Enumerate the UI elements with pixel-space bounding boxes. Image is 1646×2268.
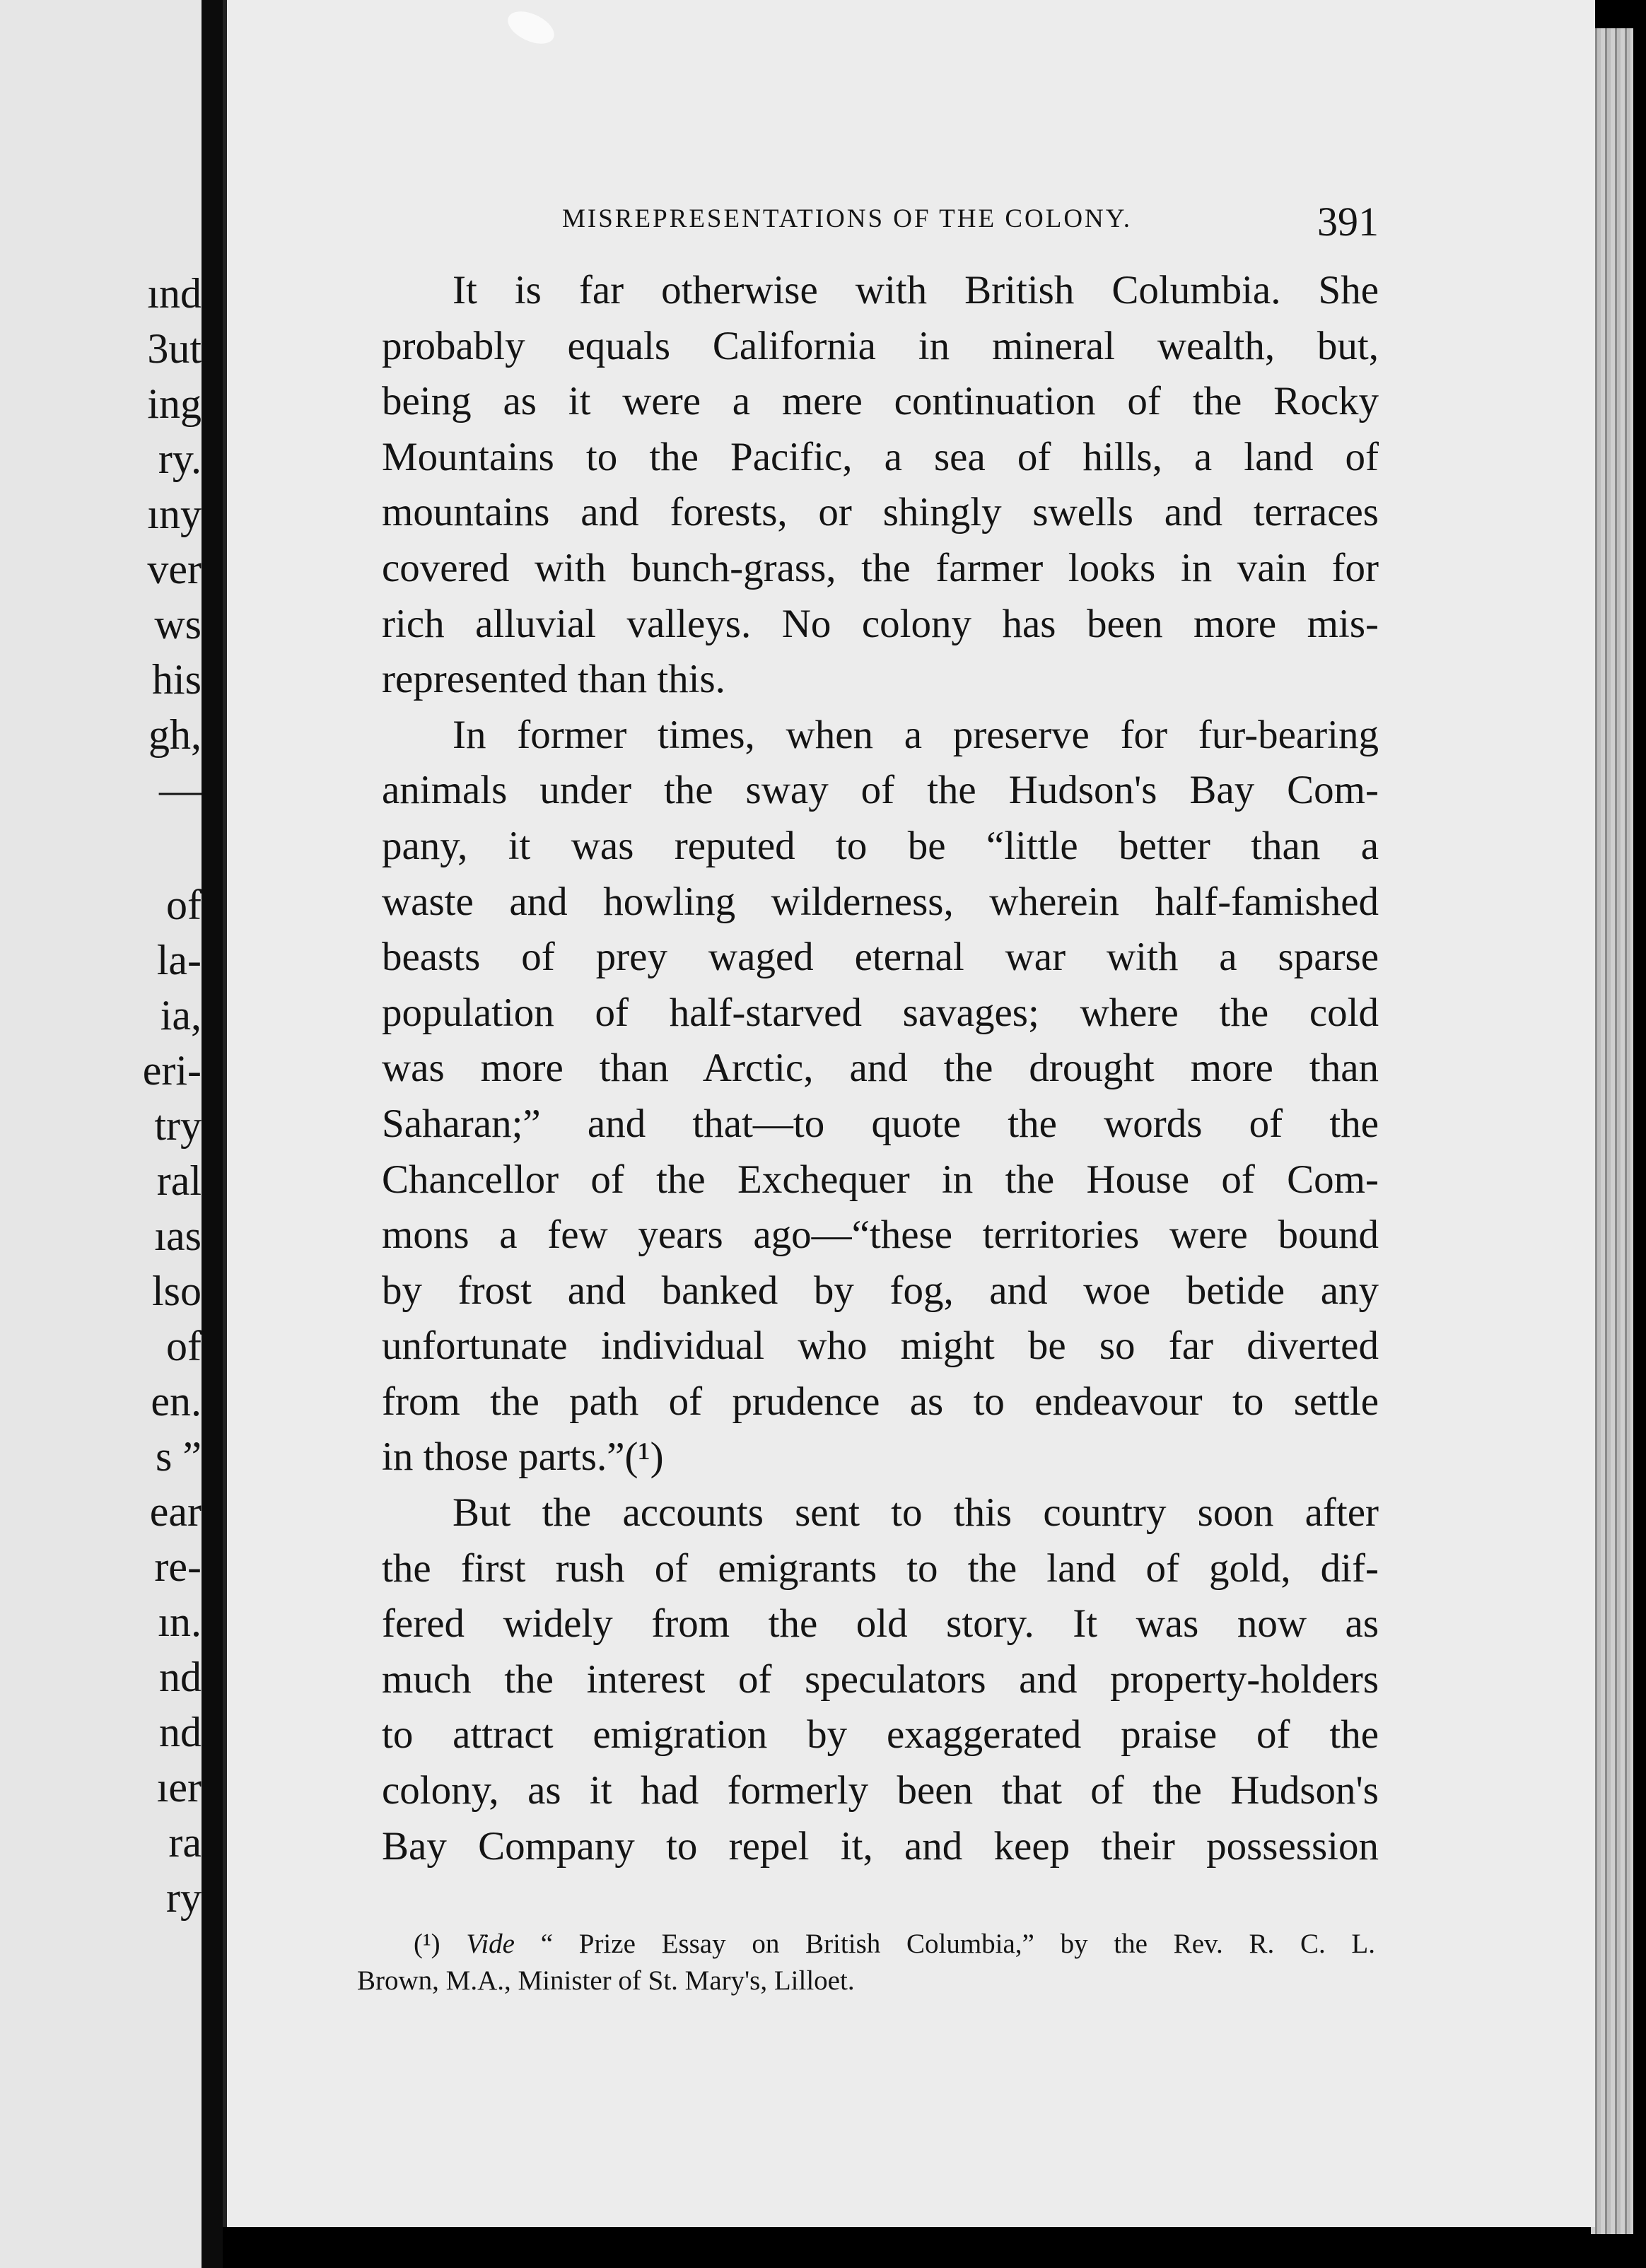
left-page-line: ınd	[147, 270, 202, 317]
left-page-line: ia,	[160, 992, 202, 1039]
text-line: beasts of prey waged eternal war with a sparse	[382, 935, 1379, 980]
left-page-line: la-	[156, 937, 202, 983]
text-line: waste and howling wilderness, wherein half-famished	[382, 879, 1379, 924]
left-page-line: 3ut	[147, 325, 202, 372]
text-line: Saharan;” and that—to quote the words of the	[382, 1101, 1379, 1146]
text-line: being as it were a mere continuation of the Rocky	[382, 379, 1379, 424]
left-page-line: ra	[168, 1819, 202, 1866]
left-page-line: ıny	[147, 491, 202, 537]
text-line: covered with bunch-grass, the farmer looks in vain for	[382, 545, 1379, 590]
text-line: by frost and banked by fog, and woe betide any	[382, 1268, 1379, 1313]
left-page-line: ry.	[158, 436, 202, 482]
text-line: But the accounts sent to this country soon after	[453, 1490, 1379, 1536]
page-number: 391	[1317, 199, 1379, 245]
text-line: Bay Company to repel it, and keep their possession	[382, 1823, 1379, 1869]
footnote-citation: “ Prize Essay on British Columbia,” by the Rev. R. C. L.	[540, 1929, 1376, 1959]
left-page-line: s ”	[156, 1433, 202, 1480]
left-page-line: of	[166, 882, 202, 928]
previous-page-sliver	[0, 0, 202, 2268]
text-line: mons a few years ago—“these territories were bound	[382, 1212, 1379, 1258]
text-line: animals under the sway of the Hudson's Bay Com-	[382, 768, 1379, 813]
text-line: mountains and forests, or shingly swells and terraces	[382, 490, 1379, 535]
text-line: fered widely from the old story. It was now as	[382, 1601, 1379, 1647]
text-line: in those parts.”(¹)	[382, 1434, 664, 1480]
left-page-line: ing	[147, 380, 202, 427]
left-page-line: en.	[151, 1378, 202, 1425]
left-page-line: ver	[147, 546, 202, 592]
footnote-line: Brown, M.A., Minister of St. Mary's, Lilloet.	[357, 1965, 855, 1996]
left-page-line: ral	[156, 1157, 202, 1204]
left-page-line: ear	[149, 1488, 202, 1535]
paper-blot	[503, 5, 559, 50]
text-line: rich alluvial valleys. No colony has been more mis-	[382, 601, 1379, 646]
text-line: much the interest of speculators and property-holders	[382, 1656, 1379, 1702]
left-page-line: nd	[159, 1709, 202, 1755]
text-line: to attract emigration by exaggerated praise of the	[382, 1712, 1379, 1758]
left-page-line: lso	[151, 1268, 202, 1314]
left-page-line: —	[159, 766, 202, 813]
text-line: probably equals California in mineral wealth, but,	[382, 323, 1379, 368]
left-page-line: eri-	[142, 1047, 202, 1094]
body-text	[382, 263, 1379, 1874]
text-line: pany, it was reputed to be “little better than a	[382, 823, 1379, 868]
left-page-line: of	[166, 1323, 202, 1369]
page-edge	[1591, 28, 1633, 2234]
left-page-line: ws	[154, 601, 202, 648]
footnote-line	[357, 1926, 1375, 1963]
footnote-marker: (¹)	[414, 1929, 440, 1959]
left-page-line: ın.	[158, 1598, 202, 1645]
running-title: MISREPRESENTATIONS OF THE COLONY.	[562, 204, 1132, 233]
left-page-line: try	[154, 1102, 202, 1149]
left-page-line: nd	[159, 1654, 202, 1700]
book-gutter	[202, 0, 223, 2268]
text-line: the first rush of emigrants to the land of gold, dif-	[382, 1545, 1379, 1591]
left-page-line: re-	[154, 1543, 202, 1590]
text-line: population of half-starved savages; where the cold	[382, 990, 1379, 1035]
left-page-line: ıas	[154, 1212, 202, 1259]
text-line: It is far otherwise with British Columbia. She	[453, 268, 1379, 312]
left-page-line: ry	[166, 1874, 202, 1921]
left-page-line: gh,	[148, 711, 202, 758]
left-page-line: his	[151, 656, 202, 703]
text-line: In former times, when a preserve for fur-bearing	[453, 712, 1379, 757]
text-line: unfortunate individual who might be so far diverted	[382, 1323, 1379, 1369]
text-line: represented than this.	[382, 657, 725, 702]
running-head	[562, 198, 1379, 255]
text-line: colony, as it had formerly been that of the Hudson's	[382, 1768, 1379, 1813]
text-line: from the path of prudence as to endeavour to settle	[382, 1379, 1379, 1424]
text-line: Chancellor of the Exchequer in the House of Com-	[382, 1157, 1379, 1202]
footnote	[357, 1926, 1375, 1999]
text-line: was more than Arctic, and the drought more than	[382, 1046, 1379, 1091]
footnote-vide: Vide	[466, 1929, 515, 1959]
text-line: Mountains to the Pacific, a sea of hills, a land of	[382, 434, 1379, 479]
left-page-line: ıer	[156, 1764, 202, 1811]
